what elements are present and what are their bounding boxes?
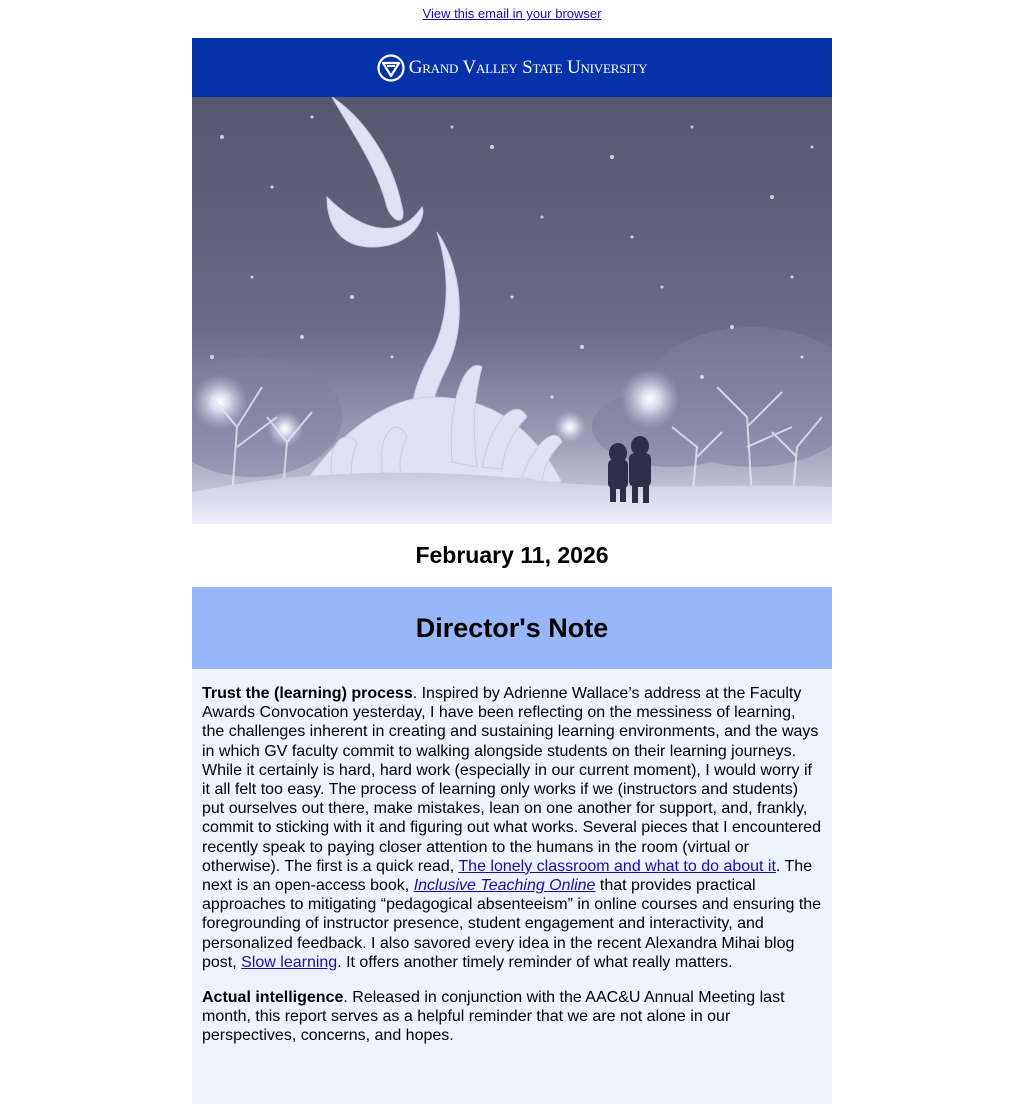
paragraph-lead: Trust the (learning) process [202, 685, 413, 702]
paragraph-text: . It offers another timely reminder of what really matters. [337, 953, 733, 971]
paragraph-trust-process [202, 684, 822, 972]
paragraph-lead: Actual intelligence [202, 989, 344, 1007]
view-in-browser-link[interactable]: View this email in your browser [422, 6, 602, 21]
newsletter-date: February 11, 2026 [415, 542, 609, 568]
paragraph-text: . Released in conjunction with the AAC&U Annual Meeting last month, this report serves as a helpful reminder that we are not alone in our perspectives, concerns, and hopes. [202, 989, 785, 1045]
university-logo[interactable] [377, 54, 648, 82]
paragraph-text: . Inspired by Adrienne Wallace’s address at the Faculty Awards Convocation yesterday, I have been reflecting on the messiness of learning, the challenges inherent in creating and sustaining learning environments, and the ways in which GV faculty commit to walking alongside students on their learning journeys. While it certainly is hard, hard work (especially in our current moment), I would worry if it all felt too easy. The process of learning only works if we (instructors and students) put ourselves out there, make mistakes, lean on one another for support, and, frankly, commit to sticking with it and figuring out what works. Several pieces that I encountered recently speak to paying closer attention to the humans in the room (virtual or otherwise). The first is a quick read, [202, 685, 821, 875]
paragraph-text: that provides practical approaches to mitigating “pedagogical absenteeism” in online courses and ensuring the foregrounding of instructor presence, student engagement and interactivity, and personalized feedback. I also savored every idea in the recent Alexandra Mihai blog post, [202, 877, 822, 971]
lonely-classroom-link[interactable]: The lonely classroom and what to do about it [458, 857, 776, 875]
paragraph-actual-intelligence [202, 988, 822, 1046]
preheader [0, 0, 1024, 38]
paragraph-text: . The next is an open-access book, [202, 857, 813, 895]
inclusive-teaching-online-link[interactable]: Inclusive Teaching Online [413, 877, 596, 895]
snowy-campus-photo [192, 97, 832, 524]
email-header [192, 38, 832, 97]
section-header [192, 587, 832, 669]
section-title: Director's Note [415, 612, 609, 643]
slow-learning-link[interactable]: Slow learning [241, 953, 338, 971]
gvsu-logo-icon [377, 54, 405, 82]
hero-image [192, 97, 832, 524]
university-name: Grand Valley State University [408, 56, 648, 78]
email-container [192, 38, 832, 1104]
directors-note-body [192, 669, 832, 1104]
